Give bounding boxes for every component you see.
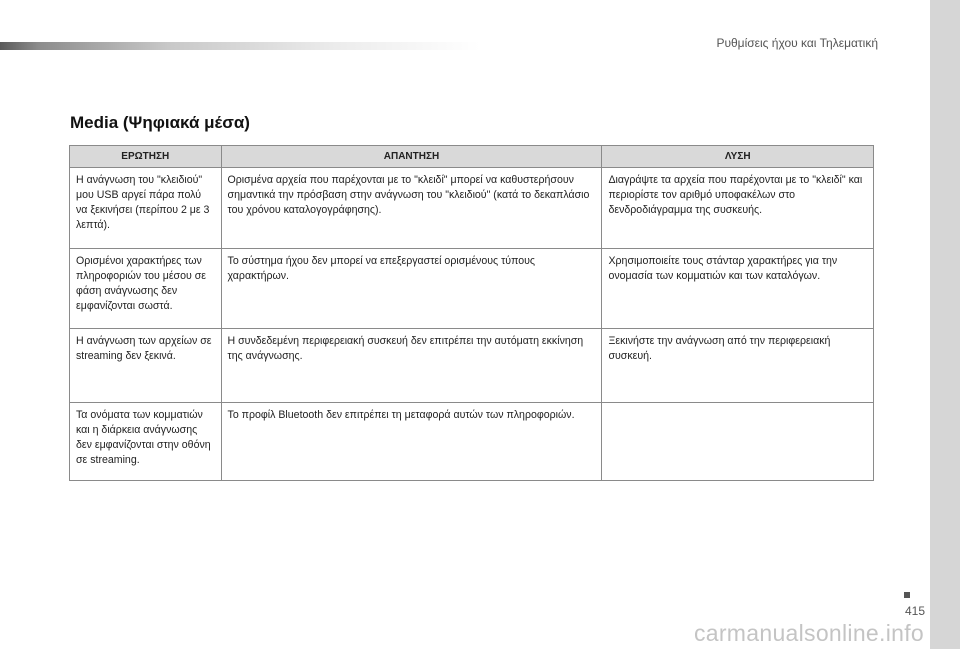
table-row xyxy=(70,403,874,481)
table-row xyxy=(70,249,874,329)
header-decorative-bar xyxy=(0,42,480,50)
solution-cell: Χρησιμοποιείτε τους στάνταρ χαρακτήρες για την ονομασία των κομματιών και των καταλόγων. xyxy=(602,249,874,329)
page-title: Media (Ψηφιακά μέσα) xyxy=(70,113,250,132)
page-number: 415 xyxy=(904,604,925,618)
column-header-question: ΕΡΩΤΗΣΗ xyxy=(70,146,222,168)
table-row xyxy=(70,168,874,249)
solution-cell xyxy=(602,403,874,481)
answer-cell: Ορισμένα αρχεία που παρέχονται με το "κλειδί" μπορεί να καθυστερήσουν σημαντικά την πρόσβαση στην ανάγνωση του "κλειδιού" (κατά το δεκαπλάσιο του χρόνου καταλογογράφησης). xyxy=(221,168,602,249)
question-cell: Τα ονόματα των κομματιών και η διάρκεια ανάγνωσης δεν εμφανίζονται στην οθόνη σε streaming. xyxy=(70,403,222,481)
column-header-solution: ΛΥΣΗ xyxy=(602,146,874,168)
column-header-answer: ΑΠΑΝΤΗΣΗ xyxy=(221,146,602,168)
answer-cell: Η συνδεδεμένη περιφερειακή συσκευή δεν επιτρέπει την αυτόματη εκκίνηση της ανάγνωσης. xyxy=(221,329,602,403)
solution-cell: Διαγράψτε τα αρχεία που παρέχονται με το "κλειδί" και περιορίστε τον αριθμό υποφακέλων στο δενδροδιάγραμμα της συσκευής. xyxy=(602,168,874,249)
table-header-row xyxy=(70,146,874,168)
answer-cell: Το σύστημα ήχου δεν μπορεί να επεξεργαστεί ορισμένους τύπους χαρακτήρων. xyxy=(221,249,602,329)
table-row xyxy=(70,329,874,403)
section-header: Ρυθμίσεις ήχου και Τηλεματική xyxy=(716,36,878,50)
question-cell: Η ανάγνωση του "κλειδιού" μου USB αργεί πάρα πολύ να ξεκινήσει (περίπου 2 με 3 λεπτά). xyxy=(70,168,222,249)
question-cell: Ορισμένοι χαρακτήρες των πληροφοριών του μέσου σε φάση ανάγνωσης δεν εμφανίζονται σωστά. xyxy=(70,249,222,329)
solution-cell: Ξεκινήστε την ανάγνωση από την περιφερειακή συσκευή. xyxy=(602,329,874,403)
side-tab-strip xyxy=(930,0,960,649)
watermark: carmanualsonline.info xyxy=(693,620,924,646)
question-cell: Η ανάγνωση των αρχείων σε streaming δεν ξεκινά. xyxy=(70,329,222,403)
page-marker-icon xyxy=(904,592,910,598)
answer-cell: Το προφίλ Bluetooth δεν επιτρέπει τη μεταφορά αυτών των πληροφοριών. xyxy=(221,403,602,481)
faq-table xyxy=(69,145,874,481)
